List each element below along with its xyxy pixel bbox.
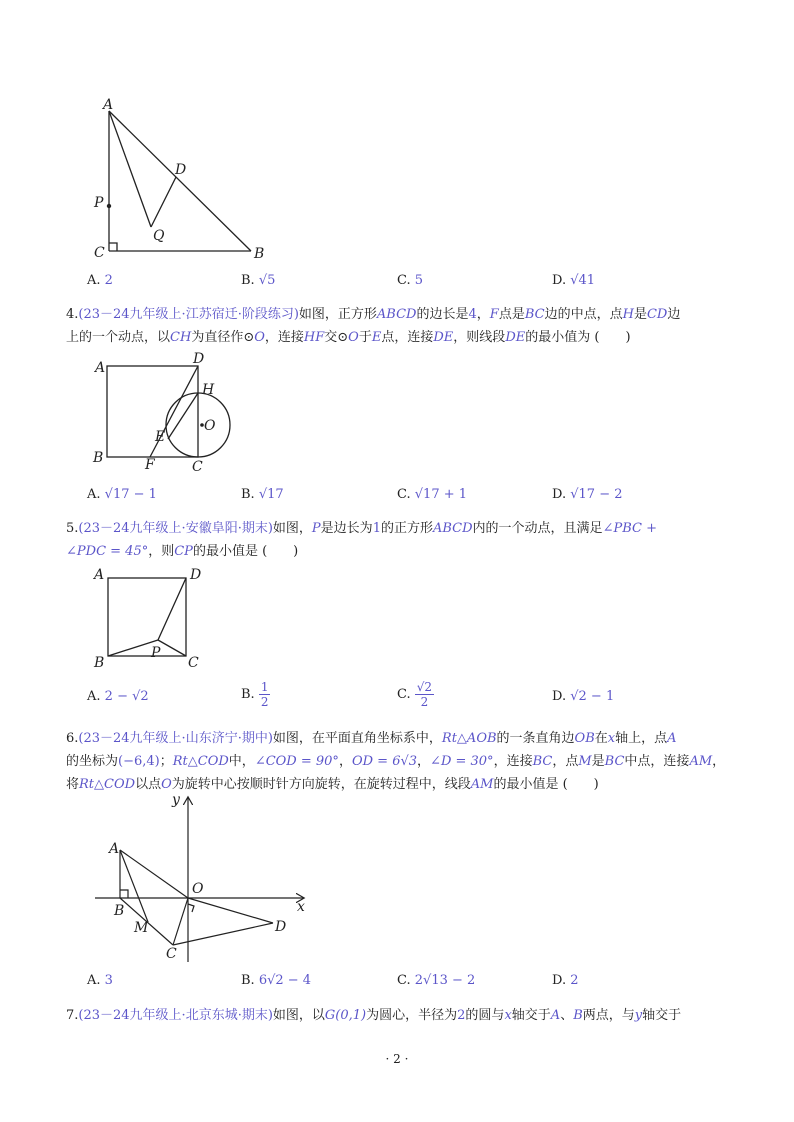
q5-source: (23－24九年级上·安徽阜阳·期末) [78,521,273,536]
q4-label-a: A [95,360,106,376]
q5-option-b[interactable]: B. $\frac{1}{2}$ [241,680,269,709]
q3-option-b[interactable]: B. √5 [241,273,276,288]
q5-option-c[interactable]: C. $\frac{√2}{2}$ [397,680,433,709]
q6-stem: 6.(23－24九年级上·山东济宁·期中)如图，在平面直角坐标系中，Rt△AOB的一条直角边OB在x轴上，点A 的坐标为(−6,4)；Rt△COD中，∠COD = 90°，OD = 6√3，∠D = 30°，连接BC，点M是BC中点，连接AM， 将Rt△COD以点O为旋转中心按顺时针方向旋转，在旋转过程中，线段AM的最小值是 ( ) [66,731,726,792]
q5-option-d[interactable]: D. √2 − 1 [552,689,615,704]
q3-option-a[interactable]: A. 2 [87,273,113,288]
q4-label-h: H [202,382,215,398]
q6-label-c: C [166,946,177,962]
q6-right-angle-b [120,890,128,898]
q3-label-p: P [94,195,104,211]
q7-stem: 7.(23－24九年级上·北京东城·期末)如图，以G(0,1)为圆心，半径为2的圆与x轴交于A、B两点，与y轴交于 [66,1008,682,1023]
q3-point-p [107,204,111,208]
q3-label-a: A [103,97,114,113]
q4-label-f: F [145,457,155,473]
q6-option-a[interactable]: A. 3 [87,973,113,988]
q4-segment-hf [168,393,198,439]
q5-segment-pc [158,640,186,656]
q5-label-d: D [190,567,202,583]
q4-label-e: E [155,429,166,445]
q4-option-c[interactable]: C. √17 + 1 [397,487,468,502]
q4-label-b: B [93,450,104,466]
q6-segment-oc [173,898,188,945]
q6-right-angle-o [188,904,194,912]
q6-label-o: O [192,881,204,897]
q3-option-d[interactable]: D. √41 [552,273,596,288]
q3-segment-ab [109,111,251,251]
q5-label-c: C [188,655,199,671]
q3-label-b: B [254,246,265,262]
q6-label-a: A [109,841,120,857]
q6-label-m: M [134,920,149,936]
q5-segment-pd [158,578,186,640]
q3-label-q: Q [153,228,165,244]
q5-square-abcd [108,578,186,656]
q4-label-c: C [192,459,203,473]
q5-label-a: A [94,567,105,583]
q6-number: 6. [66,731,79,746]
q3-label-d: D [175,162,187,178]
q4-stem: 4.(23－24九年级上·江苏宿迁·阶段练习)如图，正方形ABCD的边长是4，F点是BC边的中点，点H是CD边 上的一个动点，以CH为直径作⊙O，连接HF交⊙O于E点，连接DE，则线段DE的最小值为 ( ) [66,307,681,345]
q6-option-d[interactable]: D. 2 [552,973,579,988]
q3-figure [85,95,285,265]
page-number: · 2 · [385,1052,409,1066]
q4-square-abcd [107,366,198,457]
q4-label-o: O [204,418,216,434]
q7-number: 7. [66,1008,79,1023]
q5-figure [85,563,215,673]
q5-option-a[interactable]: A. 2 − √2 [87,689,149,704]
q4-source: (23－24九年级上·江苏宿迁·阶段练习) [78,307,299,322]
q4-option-b[interactable]: B. √17 [241,487,284,502]
q6-segment-ao [120,850,188,898]
q3-segment-aq [109,111,151,227]
q4-figure [85,348,255,473]
q4-number: 4. [66,307,79,322]
q5-label-b: B [94,655,105,671]
q4-option-a[interactable]: A. √17 − 1 [87,487,157,502]
q3-segment-qd [151,177,176,227]
q6-option-b[interactable]: B. 6√2 − 4 [241,973,312,988]
q3-option-c[interactable]: C. 5 [397,273,424,288]
q4-option-d[interactable]: D. √17 − 2 [552,487,623,502]
q6-option-c[interactable]: C. 2√13 − 2 [397,973,476,988]
q6-segment-od [188,898,273,923]
q6-label-y: y [172,792,180,808]
q6-label-d: D [275,919,287,935]
q6-figure [85,790,315,965]
q5-stem: 5.(23－24九年级上·安徽阜阳·期末)如图，P是边长为1的正方形ABCD内的一个动点，且满足∠PBC + ∠PDC = 45°，则CP的最小值是 ( ) [66,521,657,559]
q3-label-c: C [94,245,105,261]
q3-right-angle-mark [109,243,117,251]
q7-source: (23－24九年级上·北京东城·期末) [78,1008,273,1023]
q5-number: 5. [66,521,79,536]
q5-label-p: P [151,645,161,661]
q6-label-x: x [297,899,305,915]
q4-label-d: D [193,351,205,367]
q6-label-b: B [114,903,125,919]
q6-source: (23－24九年级上·山东济宁·期中) [78,731,273,746]
